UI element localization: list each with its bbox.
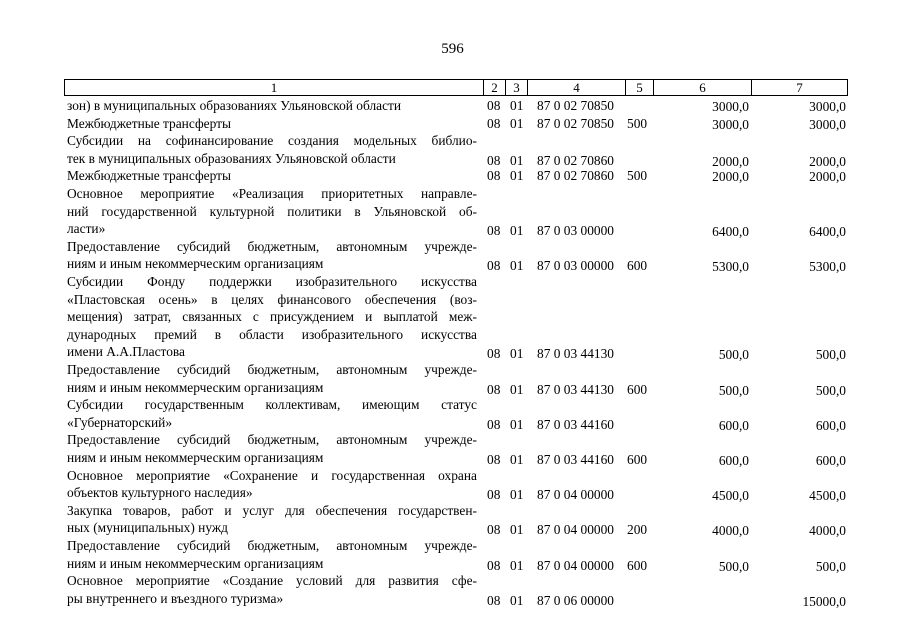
cell-c5: 500 xyxy=(627,168,648,184)
cell-c7: 500,0 xyxy=(815,347,846,363)
page-number: 596 xyxy=(441,41,464,57)
row-description-line: ний государственной культурной политики в Ульяновской об- xyxy=(67,203,477,219)
cell-c4: 87 0 04 00000 xyxy=(537,487,614,503)
cell-c6: 600,0 xyxy=(718,453,749,468)
cell-c7: 600,0 xyxy=(815,453,846,468)
cell-c6: 3000,0 xyxy=(712,116,749,132)
cell-c7: 15000,0 xyxy=(802,593,846,609)
cell-c7: 3000,0 xyxy=(809,99,846,114)
cell-c2: 08 xyxy=(487,452,501,467)
row-description-line: ниям и иным некоммерческим организациям xyxy=(67,555,324,571)
cell-c5: 600 xyxy=(627,452,648,467)
row-description-line: Основное мероприятие «Сохранение и государственная охрана xyxy=(67,467,477,483)
cell-c2: 08 xyxy=(487,258,501,274)
header-col-5: 5 xyxy=(625,79,654,96)
cell-c2: 08 xyxy=(487,115,501,131)
header-col-3: 3 xyxy=(505,79,528,96)
cell-c3: 01 xyxy=(510,416,524,432)
row-description-line: ниям и иным некоммерческим организациям xyxy=(67,256,324,272)
row-description-line: Предоставление субсидий бюджетным, автономным учрежде- xyxy=(67,432,477,448)
header-col-7: 7 xyxy=(751,79,848,96)
row-description-line: зон) в муниципальных образованиях Ульяновской области xyxy=(67,98,402,113)
cell-c5: 600 xyxy=(627,381,648,397)
cell-c3: 01 xyxy=(510,346,524,362)
cell-c7: 2000,0 xyxy=(809,169,846,185)
row-description-line: ных (муниципальных) нужд xyxy=(67,520,228,536)
cell-c2: 08 xyxy=(487,487,501,503)
row-description-line: Предоставление субсидий бюджетным, автономным учрежде- xyxy=(67,238,477,254)
cell-c2: 08 xyxy=(487,346,501,362)
cell-c6: 4500,0 xyxy=(712,488,749,504)
cell-c3: 01 xyxy=(510,381,524,397)
cell-c3: 01 xyxy=(510,452,524,467)
cell-c3: 01 xyxy=(510,223,524,239)
cell-c7: 500,0 xyxy=(815,382,846,398)
cell-c4: 87 0 02 70850 xyxy=(537,98,614,113)
cell-c2: 08 xyxy=(487,416,501,432)
row-description-line: мещения) затрат, связанных с присуждением и выплатой меж- xyxy=(67,309,477,325)
row-description-line: объектов культурного наследия» xyxy=(67,485,253,501)
cell-c4: 87 0 04 00000 xyxy=(537,557,614,573)
header-col-4: 4 xyxy=(527,79,626,96)
row-description-line: «Пластовская осень» в целях финансового обеспечения (воз- xyxy=(67,291,477,307)
header-col-1: 1 xyxy=(64,79,484,96)
row-description-line: Межбюджетные трансферты xyxy=(67,168,231,184)
cell-c4: 87 0 03 00000 xyxy=(537,258,614,274)
row-description-line: имени А.А.Пластова xyxy=(67,344,185,360)
row-description-line: «Губернаторский» xyxy=(67,414,173,430)
cell-c6: 4000,0 xyxy=(712,523,749,539)
cell-c6: 500,0 xyxy=(718,347,749,363)
cell-c3: 01 xyxy=(510,522,524,538)
row-description-line: Предоставление субсидий бюджетным, автономным учрежде- xyxy=(67,362,477,377)
cell-c2: 08 xyxy=(487,522,501,538)
cell-c7: 6400,0 xyxy=(809,224,846,240)
cell-c7: 500,0 xyxy=(815,558,846,574)
cell-c4: 87 0 03 44160 xyxy=(537,452,614,467)
row-description-line: ниям и иным некоммерческим организациям xyxy=(67,450,324,465)
row-description-line: ниям и иным некоммерческим организациям xyxy=(67,379,324,395)
cell-c4: 87 0 02 70850 xyxy=(537,115,614,131)
cell-c7: 3000,0 xyxy=(809,116,846,132)
cell-c3: 01 xyxy=(510,258,524,274)
cell-c4: 87 0 03 44160 xyxy=(537,416,614,432)
cell-c5: 600 xyxy=(627,557,648,573)
cell-c3: 01 xyxy=(510,115,524,131)
row-description-line: Предоставление субсидий бюджетным, автономным учрежде- xyxy=(67,538,477,553)
cell-c3: 01 xyxy=(510,487,524,503)
cell-c5: 600 xyxy=(627,258,648,274)
cell-c4: 87 0 06 00000 xyxy=(537,592,614,608)
row-description-line: дународных премий в области изобразительного искусства xyxy=(67,326,477,342)
row-description-line: Межбюджетные трансферты xyxy=(67,115,231,131)
cell-c3: 01 xyxy=(510,152,524,168)
row-description-line: Субсидии Фонду поддержки изобразительного искусства xyxy=(67,274,477,289)
row-description-line: ры внутреннего и въездного туризма» xyxy=(67,590,284,606)
cell-c4: 87 0 02 70860 xyxy=(537,168,614,184)
row-description-line: тек в муниципальных образованиях Ульяновской области xyxy=(67,150,396,166)
cell-c2: 08 xyxy=(487,381,501,397)
row-description-line: Основное мероприятие «Создание условий для развития сфе- xyxy=(67,573,477,589)
cell-c3: 01 xyxy=(510,557,524,573)
cell-c4: 87 0 03 44130 xyxy=(537,346,614,362)
cell-c6: 500,0 xyxy=(718,558,749,574)
cell-c6: 6400,0 xyxy=(712,224,749,240)
cell-c3: 01 xyxy=(510,592,524,608)
cell-c6: 5300,0 xyxy=(712,259,749,275)
row-description-line: Субсидии на софинансирование создания модельных библио- xyxy=(67,133,477,149)
cell-c6: 500,0 xyxy=(718,382,749,398)
cell-c2: 08 xyxy=(487,168,501,184)
cell-c2: 08 xyxy=(487,152,501,168)
cell-c4: 87 0 03 00000 xyxy=(537,223,614,239)
row-description-line: Субсидии государственным коллективам, имеющим статус xyxy=(67,397,477,413)
cell-c6: 600,0 xyxy=(718,417,749,433)
cell-c5: 500 xyxy=(627,115,648,131)
cell-c7: 4500,0 xyxy=(809,488,846,504)
row-description-line: Основное мероприятие «Реализация приоритетных направле- xyxy=(67,186,477,201)
cell-c2: 08 xyxy=(487,98,501,113)
cell-c4: 87 0 03 44130 xyxy=(537,381,614,397)
cell-c7: 600,0 xyxy=(815,417,846,433)
cell-c7: 4000,0 xyxy=(809,523,846,539)
cell-c2: 08 xyxy=(487,592,501,608)
cell-c6: 3000,0 xyxy=(712,99,749,114)
cell-c6: 2000,0 xyxy=(712,169,749,185)
cell-c3: 01 xyxy=(510,168,524,184)
row-description-line: Закупка товаров, работ и услуг для обеспечения государствен- xyxy=(67,502,477,518)
cell-c6: 2000,0 xyxy=(712,153,749,169)
header-col-6: 6 xyxy=(653,79,752,96)
cell-c4: 87 0 04 00000 xyxy=(537,522,614,538)
cell-c2: 08 xyxy=(487,557,501,573)
cell-c4: 87 0 02 70860 xyxy=(537,152,614,168)
row-description-line: ласти» xyxy=(67,221,106,237)
cell-c7: 2000,0 xyxy=(809,153,846,169)
header-col-2: 2 xyxy=(483,79,506,96)
cell-c7: 5300,0 xyxy=(809,259,846,275)
cell-c5: 200 xyxy=(627,522,648,538)
cell-c2: 08 xyxy=(487,223,501,239)
cell-c3: 01 xyxy=(510,98,524,113)
